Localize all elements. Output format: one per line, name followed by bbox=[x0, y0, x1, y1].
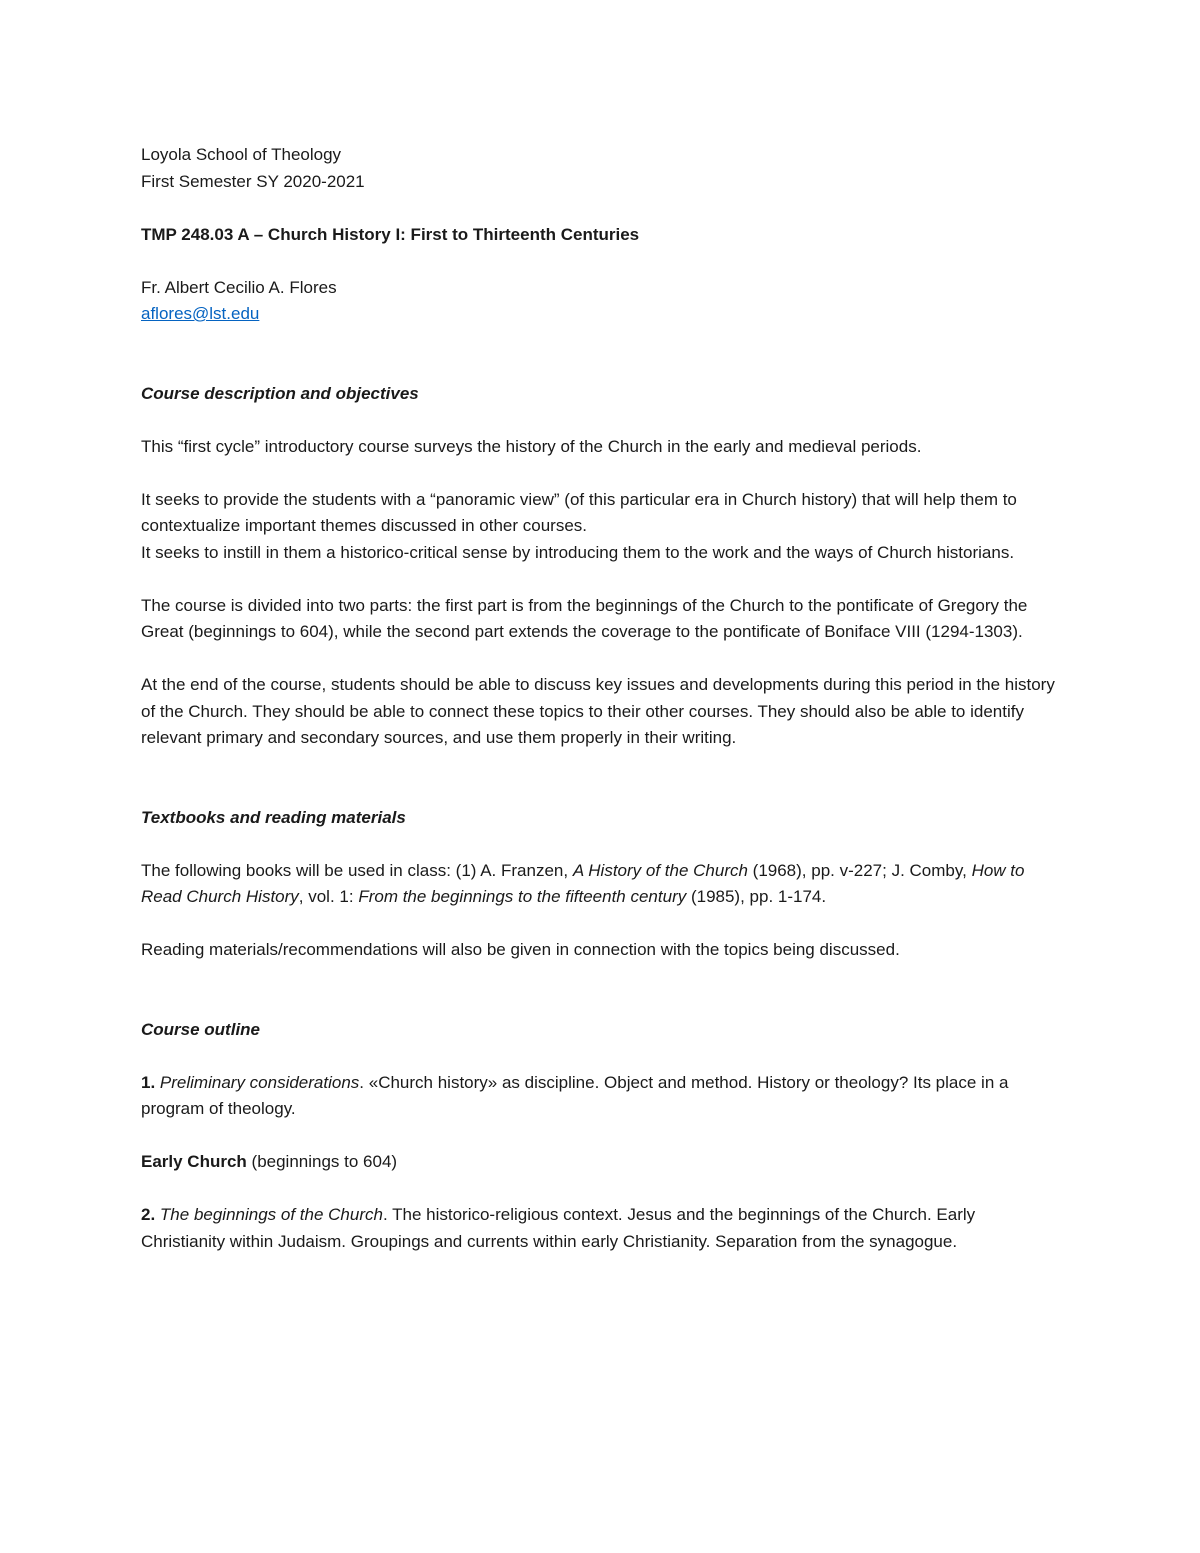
outline-item-1: 1. Preliminary considerations. «Church history» as discipline. Object and method. History or theology? Its place in a program of theology. bbox=[141, 1072, 1009, 1118]
document-body bbox=[141, 142, 1061, 1255]
school-name: Loyola School of Theology bbox=[141, 145, 342, 164]
course-title: TMP 248.03 A – Church History I: First to Thirteenth Centuries bbox=[141, 224, 640, 244]
textbooks-paragraph-1: The following books will be used in class: (1) A. Franzen, A History of the Church (1968), pp. v-227; J. Comby, How to Read Church History, vol. 1: From the beginnings to the fifteenth century (1985), pp. 1-174. bbox=[141, 860, 1025, 906]
description-paragraph-2b: It seeks to instill in them a historico-critical sense by introducing them to the work and the ways of Church historians. bbox=[141, 542, 1015, 562]
textbooks-heading: Textbooks and reading materials bbox=[141, 807, 406, 827]
description-paragraph-2a: It seeks to provide the students with a “panoramic view” (of this particular era in Church history) that will help them to contextualize important themes discussed in other courses. bbox=[141, 489, 1017, 535]
description-paragraph-4: At the end of the course, students should be able to discuss key issues and developments during this period in the history of the Church. They should be able to connect these topics to their other courses. They should also be able to identify relevant primary and secondary sources, and use them properly in their writing. bbox=[141, 675, 1055, 747]
textbooks-paragraph-2: Reading materials/recommendations will also be given in connection with the topics being discussed. bbox=[141, 940, 900, 959]
instructor-email-link[interactable]: aflores@lst.edu bbox=[141, 304, 260, 323]
semester: First Semester SY 2020-2021 bbox=[141, 171, 365, 191]
course-outline-heading: Course outline bbox=[141, 1019, 261, 1039]
instructor-name: Fr. Albert Cecilio A. Flores bbox=[141, 277, 337, 297]
outline-section-early-church: Early Church (beginnings to 604) bbox=[141, 1152, 398, 1171]
course-description-heading: Course description and objectives bbox=[141, 383, 419, 403]
description-paragraph-3: The course is divided into two parts: the first part is from the beginnings of the Church to the pontificate of Gregory the Great (beginnings to 604), while the second part extends the coverage to the pontificate of Boniface VIII (1294-1303). bbox=[141, 595, 1028, 641]
outline-item-2: 2. The beginnings of the Church. The historico-religious context. Jesus and the beginnings of the Church. Early Christianity within Judaism. Groupings and currents within early Christianity. Separation from the synagogue. bbox=[141, 1205, 976, 1251]
description-paragraph-1: This “first cycle” introductory course surveys the history of the Church in the early and medieval periods. bbox=[141, 436, 922, 456]
